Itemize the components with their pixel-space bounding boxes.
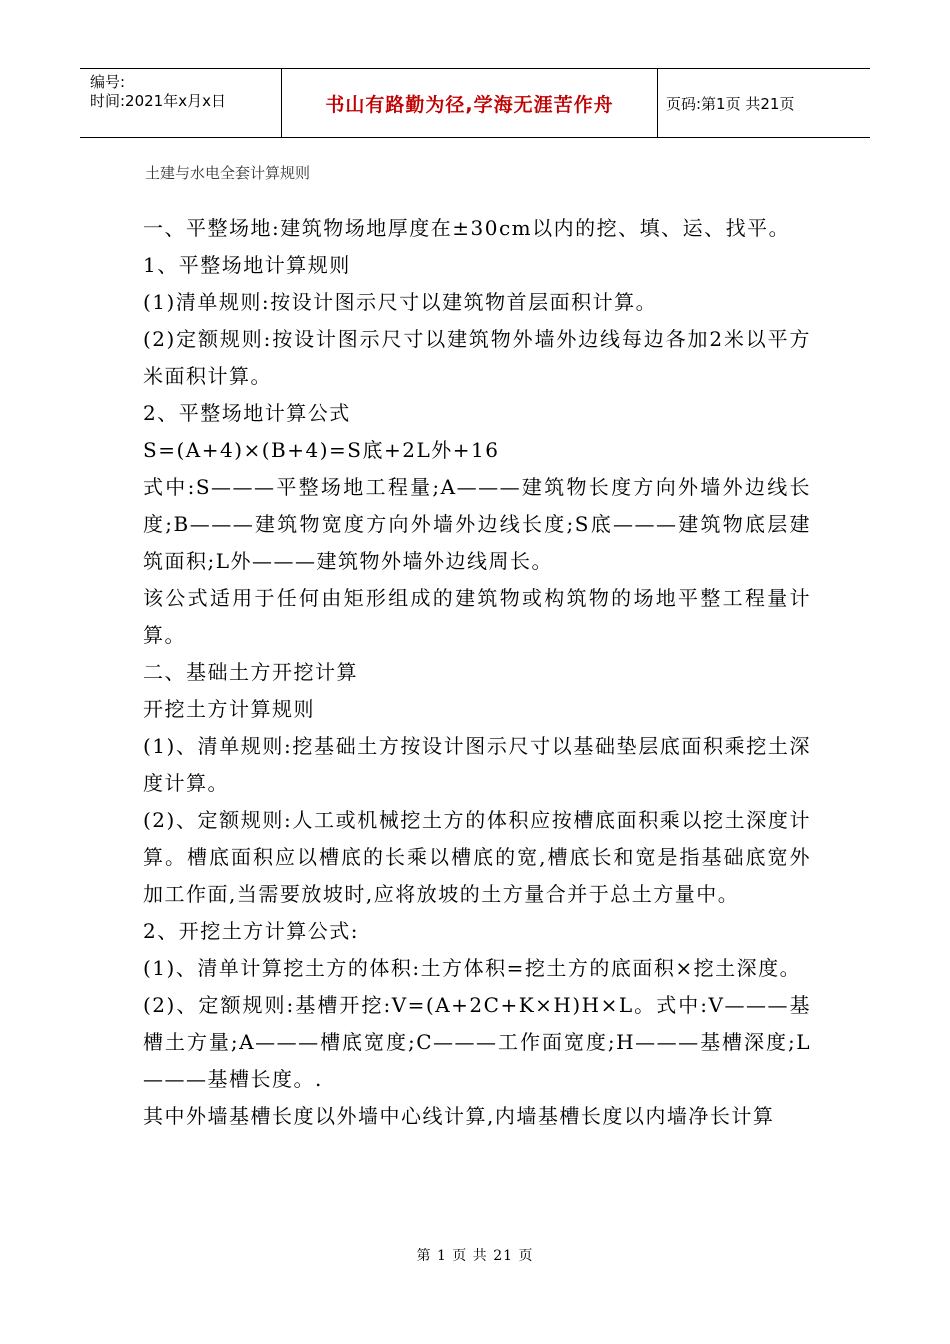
paragraph: (1)清单规则:按设计图示尺寸以建筑物首层面积计算。 [143,290,658,314]
header-page-cell [658,69,870,137]
motto-text: 书山有路勤为径,学海无涯苦作舟 [325,93,614,116]
paragraph: (2)定额规则:按设计图示尺寸以建筑物外墙外边线每边各加2米以平方米面积计算。 [143,327,811,388]
paragraph: (1)、清单规则:挖基础土方按设计图示尺寸以基础垫层底面积乘挖土深度计算。 [143,734,811,795]
number-label: 编号: [90,73,126,91]
header-motto-cell [282,69,658,137]
document-title: 土建与水电全套计算规则 [145,164,311,182]
paragraph: (2)、定额规则:人工或机械挖土方的体积应按槽底面积乘以挖土深度计算。槽底面积应以槽底的长乘以槽底的宽,槽底长和宽是指基础底宽外加工作面,当需要放坡时,应将放坡的土方量合并于总土方量中。 [143,808,811,906]
time-label: 时间:2021年x月x日 [90,92,226,110]
paragraph: 式中:S———平整场地工程量;A———建筑物长度方向外墙外边线长度;B———建筑物宽度方向外墙外边线长度;S底———建筑物底层建筑面积;L外———建筑物外墙外边线周长。 [143,475,811,573]
page-info: 页码:第1页 共21页 [666,94,795,113]
subsection-heading: 2、平整场地计算公式 [143,401,351,425]
formula: S=(A+4)×(B+4)=S底+2L外+16 [143,438,500,462]
section-heading: 二、基础土方开挖计算 [143,660,358,684]
section-heading: 一、平整场地:建筑物场地厚度在±30cm以内的挖、填、运、找平。 [143,216,791,240]
paragraph: (1)、清单计算挖土方的体积:土方体积=挖土方的底面积×挖土深度。 [143,956,802,980]
subsection-heading: 2、开挖土方计算公式: [143,919,359,943]
subsection-heading: 1、平整场地计算规则 [143,253,351,277]
subsection-heading: 开挖土方计算规则 [143,697,315,721]
document-body [143,210,811,1135]
document-header [80,68,870,138]
page-footer: 第 1 页 共 21 页 [416,1248,534,1264]
header-meta-cell [80,69,282,137]
paragraph: (2)、定额规则:基槽开挖:V=(A+2C+K×H)H×L。式中:V———基槽土方量;A———槽底宽度;C———工作面宽度;H———基槽深度;L———基槽长度。. [143,993,811,1091]
paragraph: 该公式适用于任何由矩形组成的建筑物或构筑物的场地平整工程量计算。 [143,586,811,647]
paragraph: 其中外墙基槽长度以外墙中心线计算,内墙基槽长度以内墙净长计算 [143,1104,775,1128]
